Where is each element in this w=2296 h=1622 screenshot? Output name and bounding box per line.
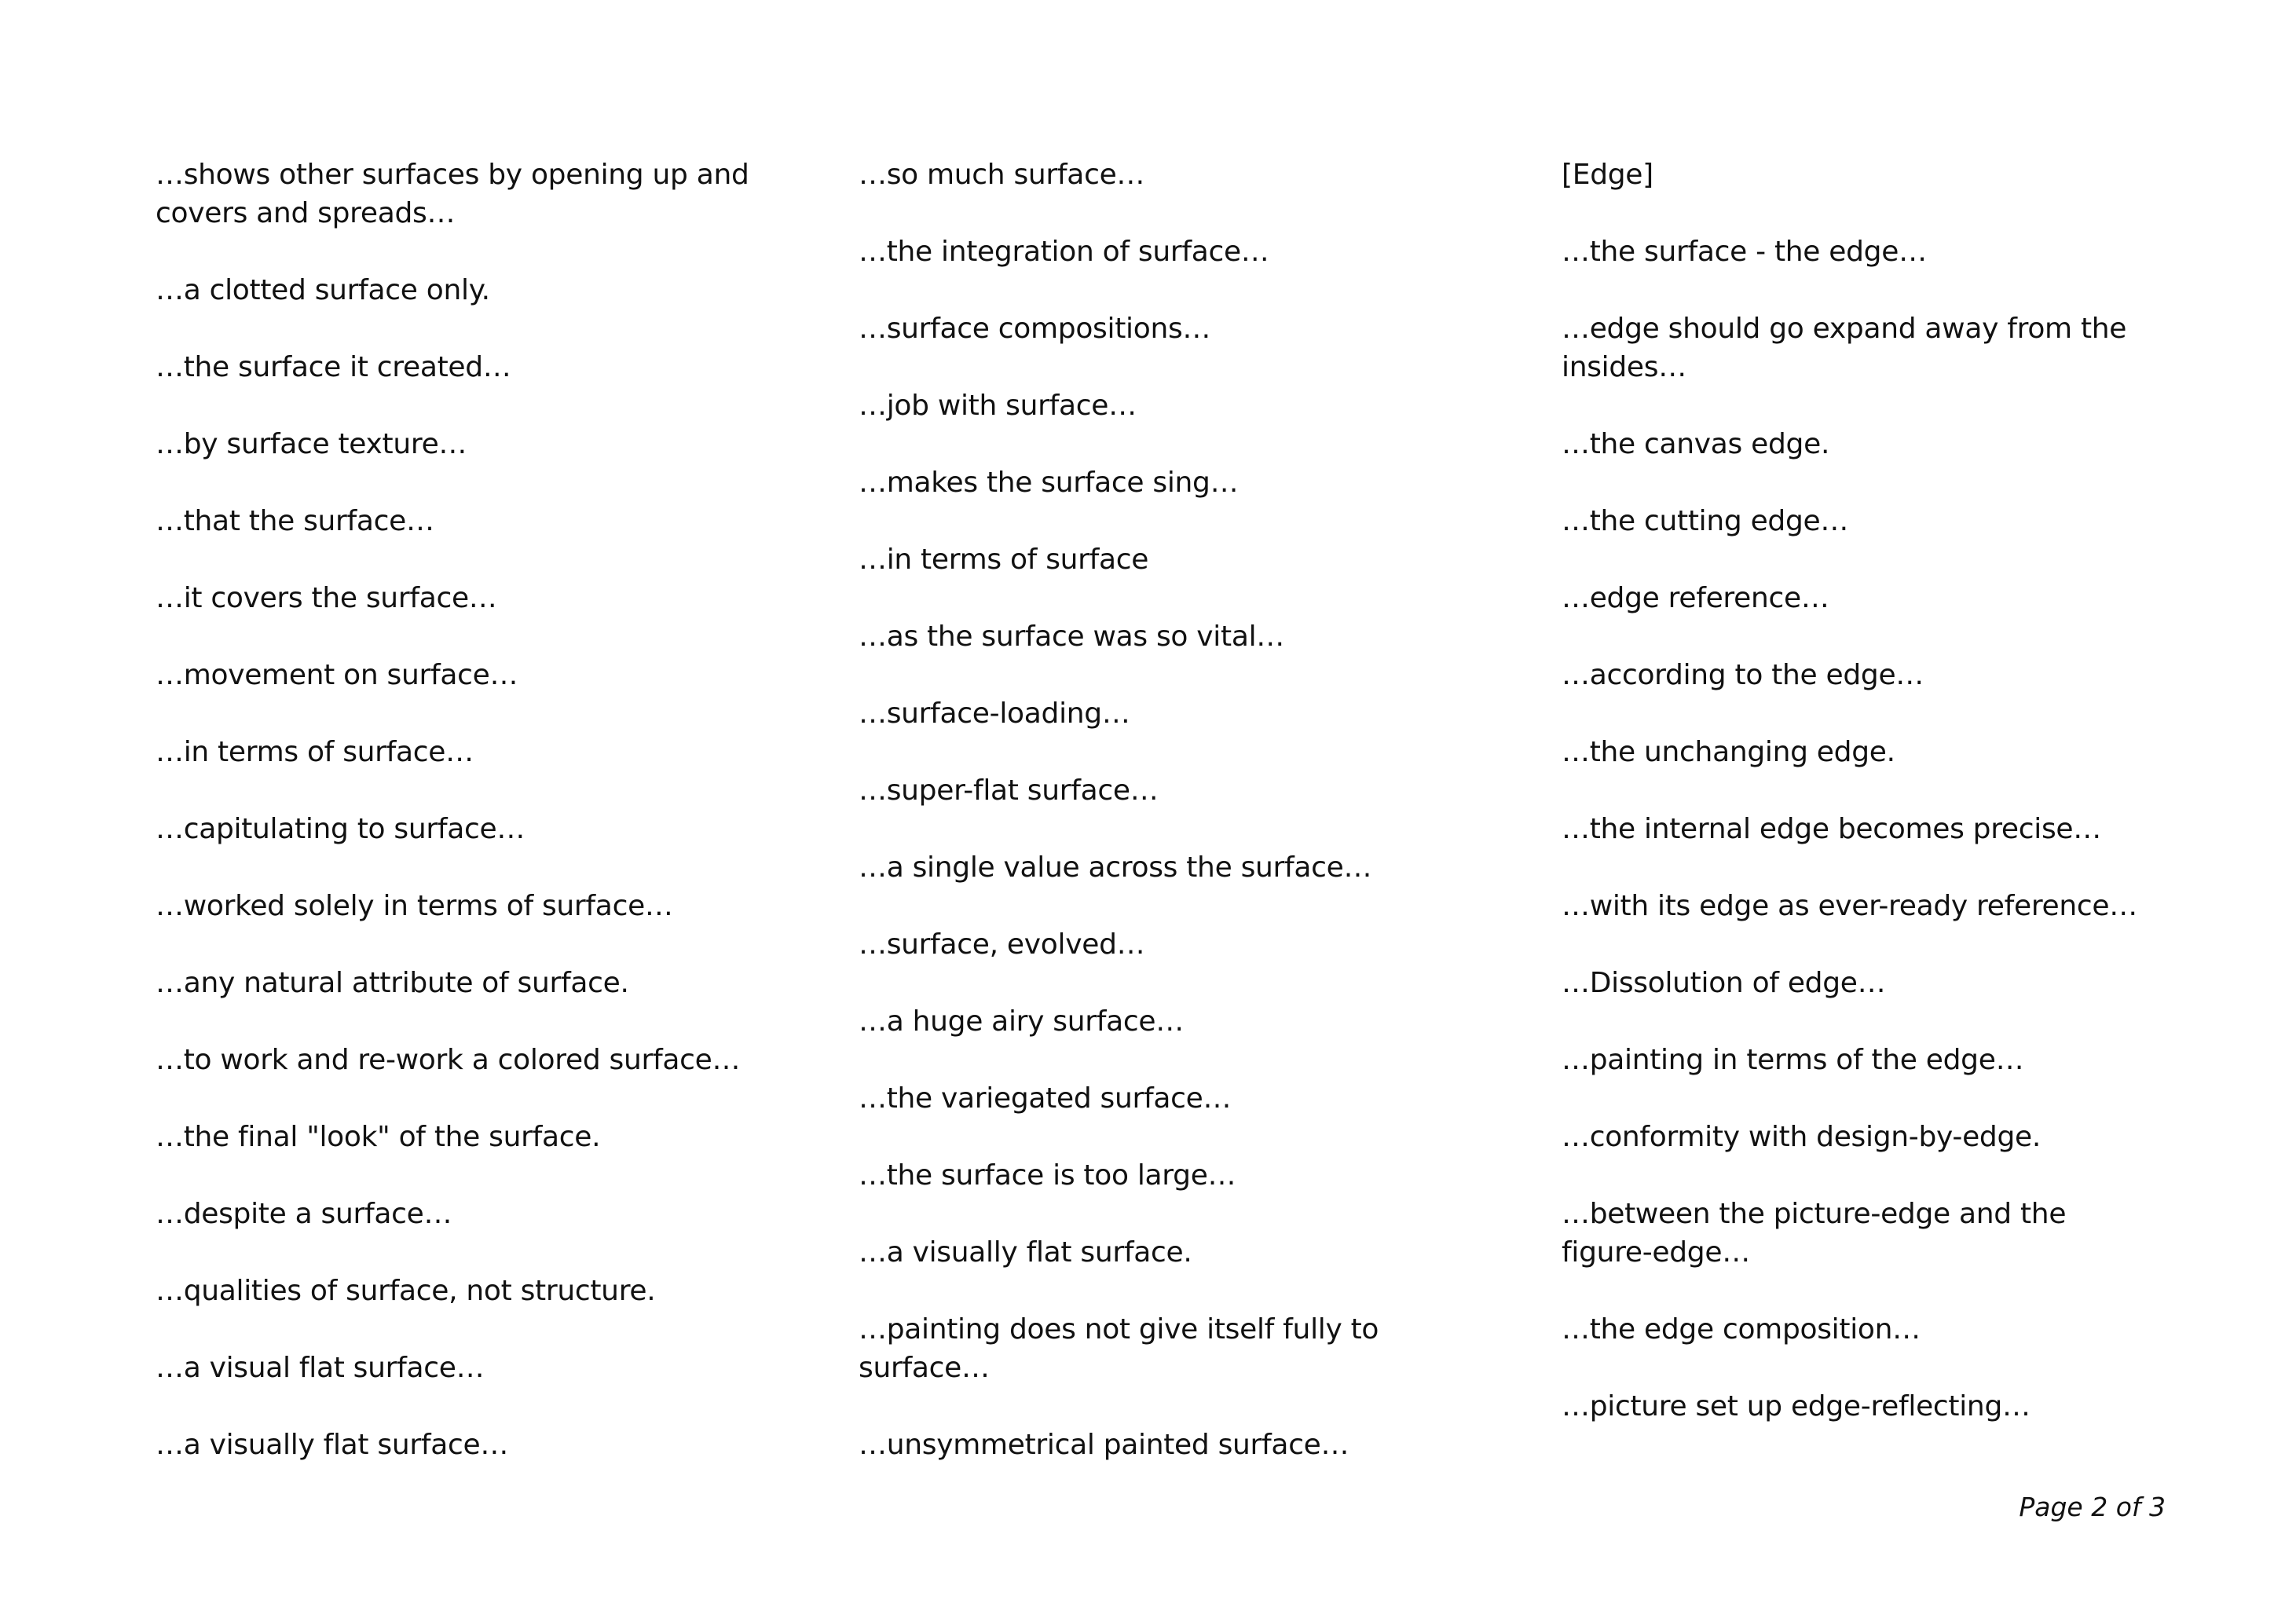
text-column-1 [156,156,784,1503]
text-column-2 [859,156,1487,1503]
text-line: …in terms of surface… [156,736,474,768]
text-line: …as the surface was so vital… [859,621,1284,653]
text-line: …makes the surface sing… [859,467,1239,499]
text-line: …edge should go expand away from the insides… [1562,313,2127,383]
text-column-3 [1562,156,2159,1464]
page-number: Page 2 of 3 [2019,1492,2166,1522]
text-line: …the edge composition… [1562,1313,1921,1346]
text-line: …a visually flat surface… [156,1429,509,1461]
text-line: …the surface - the edge… [1562,236,1927,268]
phrase-list [156,156,784,1464]
phrase-list [859,156,1487,1464]
text-line: …edge reference… [1562,582,1829,614]
text-line: …the surface is too large… [859,1159,1236,1192]
text-line: …the unchanging edge. [1562,736,1895,768]
text-line: …in terms of surface [859,544,1149,576]
text-line: …so much surface… [859,159,1145,191]
text-line: …with its edge as ever-ready reference… [1562,890,2137,922]
text-line: …worked solely in terms of surface… [156,890,673,922]
text-line: …unsymmetrical painted surface… [859,1429,1349,1461]
text-line: …the canvas edge. [1562,428,1830,460]
text-line: [Edge] [1562,159,1653,191]
text-line: …a visual flat surface… [156,1352,485,1384]
text-line: …the variegated surface… [859,1082,1232,1115]
text-line: …movement on surface… [156,659,518,691]
text-line: …to work and re-work a colored surface… [156,1044,741,1076]
text-line: …qualities of surface, not structure. [156,1275,656,1307]
text-line: …between the picture-edge and the figure-edge… [1562,1198,2067,1269]
text-line: …the cutting edge… [1562,505,1849,537]
text-line: …by surface texture… [156,428,467,460]
text-line: …the internal edge becomes precise… [1562,813,2101,845]
text-line: …the integration of surface… [859,236,1269,268]
text-line: …any natural attribute of surface. [156,967,629,999]
phrase-list [1562,156,2159,1426]
text-line: …it covers the surface… [156,582,497,614]
text-line: …that the surface… [156,505,434,537]
text-line: …painting in terms of the edge… [1562,1044,2024,1076]
text-line: …the surface it created… [156,351,511,383]
text-line: …despite a surface… [156,1198,452,1230]
text-line: …a single value across the surface… [859,851,1372,884]
text-line: …conformity with design-by-edge. [1562,1121,2041,1153]
text-line: …picture set up edge-reflecting… [1562,1390,2031,1422]
text-line: …Dissolution of edge… [1562,967,1886,999]
text-line: …surface, evolved… [859,928,1145,961]
text-line: …surface-loading… [859,697,1130,730]
text-line: …job with surface… [859,390,1137,422]
text-line: …the final "look" of the surface. [156,1121,601,1153]
text-line: …a clotted surface only. [156,274,490,306]
text-line: …according to the edge… [1562,659,1924,691]
text-line: …painting does not give itself fully to surface… [859,1313,1379,1384]
text-line: …capitulating to surface… [156,813,525,845]
text-line: …shows other surfaces by opening up and covers and spreads… [156,159,749,229]
text-line: …a huge airy surface… [859,1005,1184,1038]
text-line: …a visually flat surface. [859,1236,1192,1269]
text-line: …surface compositions… [859,313,1211,345]
text-line: …super-flat surface… [859,774,1159,807]
